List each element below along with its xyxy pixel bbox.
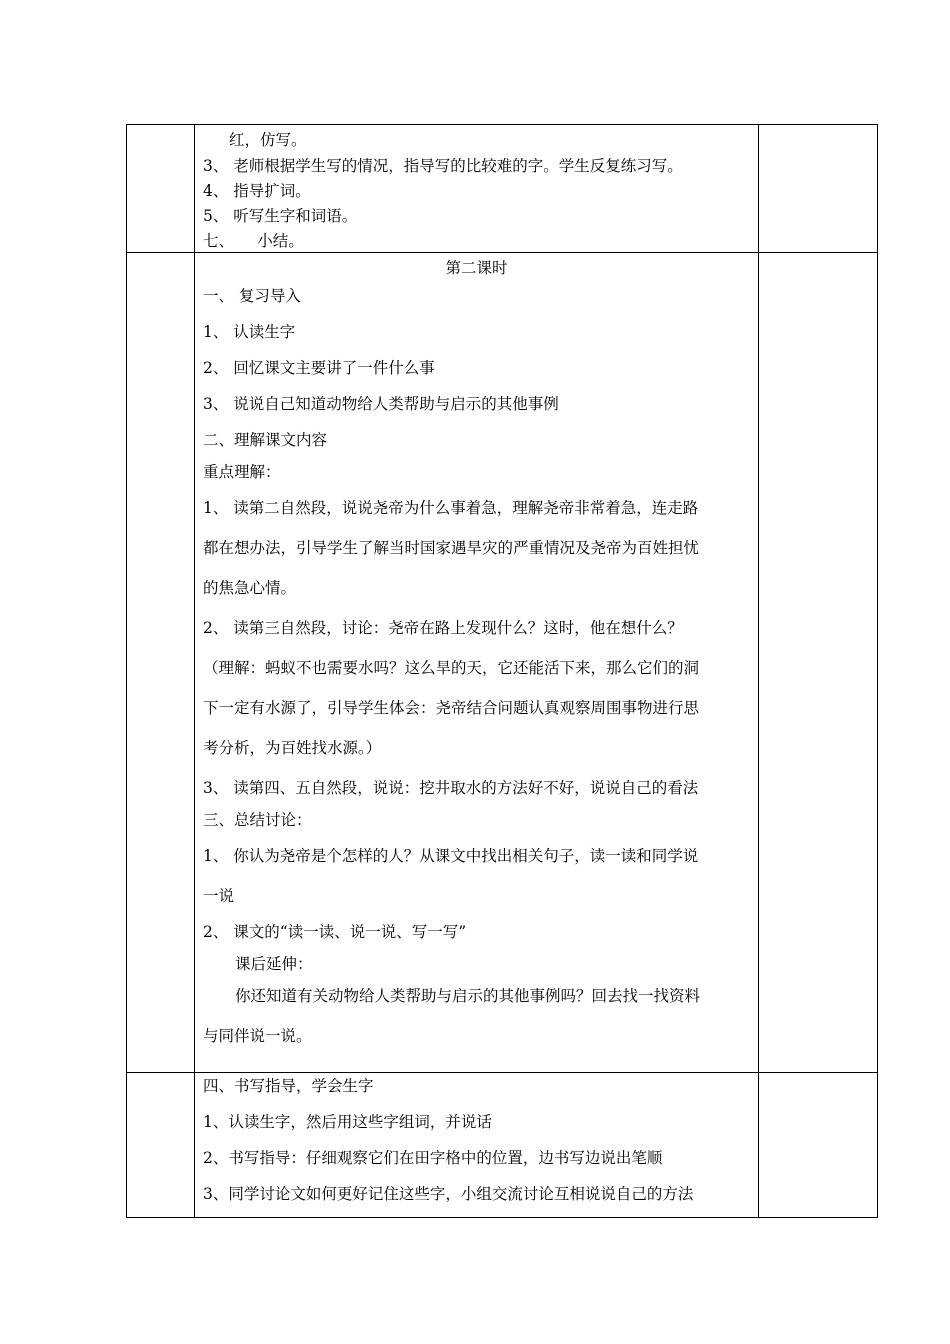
text-line: 3、 说说自己知道动物给人类帮助与启示的其他事例 — [203, 395, 559, 413]
right-column-cell — [759, 125, 878, 253]
text-line: 1、认读生字，然后用这些字组词，并说话 — [203, 1113, 492, 1131]
table-row — [127, 1073, 878, 1218]
text-line: 考分析，为百姓找水源。） — [203, 739, 382, 757]
left-column-cell — [127, 1073, 195, 1218]
text-line: 三、总结讨论： — [203, 811, 312, 829]
text-line: 四、书写指导，学会生字 — [203, 1077, 374, 1095]
text-line: 课后延伸： — [235, 955, 313, 973]
text-line: 5、 听写生字和词语。 — [203, 207, 358, 225]
text-line: 的焦急心情。 — [203, 579, 297, 597]
right-column-cell — [759, 253, 878, 1073]
section-title: 第二课时 — [445, 259, 508, 277]
text-line: 红，仿写。 — [229, 131, 307, 149]
text-line: 重点理解： — [203, 463, 281, 481]
text-line: 一、 复习导入 — [203, 287, 301, 305]
text-line: 3、 读第四、五自然段，说说：挖井取水的方法好不好，说说自己的看法 — [203, 779, 699, 797]
text-line: 3、同学讨论文如何更好记住这些字，小组交流讨论互相说说自己的方法 — [203, 1185, 694, 1203]
text-line: 你还知道有关动物给人类帮助与启示的其他事例吗？回去找一找资料 — [235, 987, 701, 1005]
text-line: 2、书写指导：仔细观察它们在田字格中的位置，边书写边说出笔顺 — [203, 1149, 663, 1167]
table-row — [127, 253, 878, 1073]
text-line: 一说 — [203, 887, 235, 905]
text-line: 3、 老师根据学生写的情况，指导写的比较难的字。学生反复练习写。 — [203, 157, 683, 175]
content-cell — [195, 1073, 759, 1218]
left-column-cell — [127, 125, 195, 253]
text-line: 2、 读第三自然段，讨论：尧帝在路上发现什么？这时，他在想什么？ — [203, 619, 683, 637]
table-row — [127, 125, 878, 253]
content-cell — [195, 125, 759, 253]
text-line: （理解：蚂蚁不也需要水吗？这么旱的天，它还能活下来，那么它们的洞 — [203, 659, 700, 677]
content-cell — [195, 253, 759, 1073]
right-column-cell — [759, 1073, 878, 1218]
text-line: 七、 小结。 — [203, 232, 304, 250]
left-column-cell — [127, 253, 195, 1073]
text-line: 2、 回忆课文主要讲了一件什么事 — [203, 359, 435, 377]
text-line: 二、理解课文内容 — [203, 431, 328, 449]
text-line: 与同伴说一说。 — [203, 1027, 312, 1045]
text-line: 4、 指导扩词。 — [203, 182, 311, 200]
text-line: 都在想办法，引导学生了解当时国家遇旱灾的严重情况及尧帝为百姓担忧 — [203, 539, 700, 557]
text-line: 下一定有水源了，引导学生体会：尧帝结合问题认真观察周围事物进行思 — [203, 699, 700, 717]
text-line: 1、 读第二自然段，说说尧帝为什么事着急，理解尧帝非常着急，连走路 — [203, 499, 699, 517]
lesson-plan-table — [126, 124, 878, 1218]
text-line: 1、 认读生字 — [203, 323, 296, 341]
text-line: 2、 课文的“读一读、说一说、写一写” — [203, 923, 467, 941]
text-line: 1、 你认为尧帝是个怎样的人？从课文中找出相关句子，读一读和同学说 — [203, 847, 699, 865]
